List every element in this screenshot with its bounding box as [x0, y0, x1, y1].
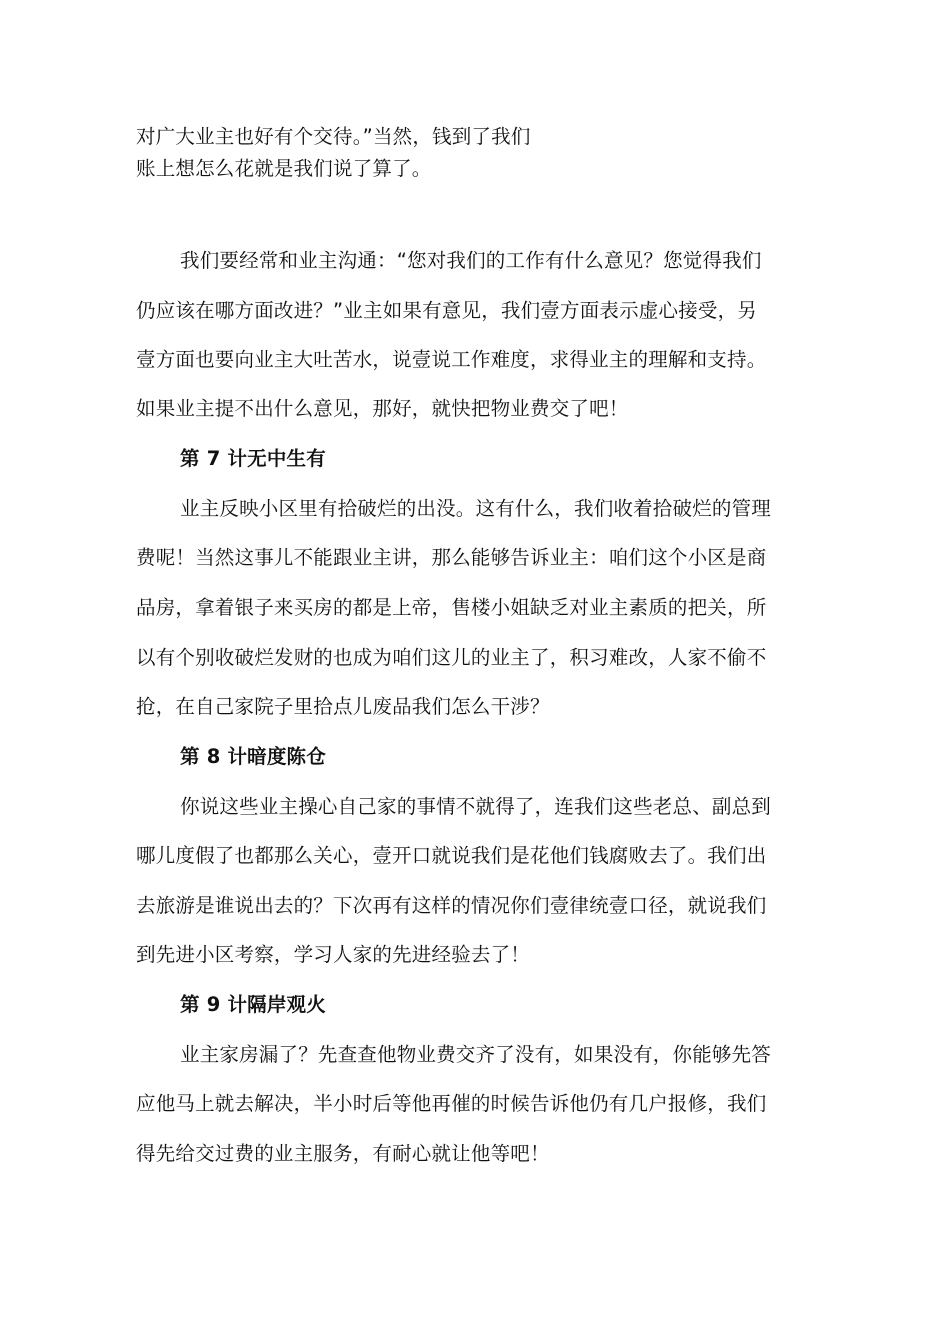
para1-line-3: 壹方面也要向业主大吐苦水，说壹说工作难度，求得业主的理解和支持。 — [136, 348, 767, 371]
para1-line-4: 如果业主提不出什么意见，那好，就快把物业费交了吧！ — [136, 397, 629, 420]
section-9-line-2: 应他马上就去解决，半小时后等他再催的时候告诉他仍有几户报修，我们 — [136, 1092, 767, 1115]
section-8-line-4: 到先进小区考察，学习人家的先进经验去了！ — [136, 943, 531, 966]
section-7-line-5: 抢，在自己家院子里拾点儿废品我们怎么干涉？ — [136, 695, 550, 718]
para1-line-2: 仍应该在哪方面改进？”业主如果有意见，我们壹方面表示虚心接受，另 — [136, 299, 758, 322]
section-7-line-2: 费呢！当然这事儿不能跟业主讲，那么能够告诉业主：咱们这个小区是商 — [136, 546, 767, 569]
section-7-heading: 第 7 计无中生有 — [180, 447, 326, 470]
section-7-line-1: 业主反映小区里有拾破烂的出没。这有什么，我们收着拾破烂的管理 — [180, 497, 772, 520]
intro-line-1: 对广大业主也好有个交待。”当然，钱到了我们 — [136, 125, 531, 148]
para1-line-1: 我们要经常和业主沟通：“您对我们的工作有什么意见？您觉得我们 — [180, 249, 762, 272]
section-9-line-1: 业主家房漏了？先查查他物业费交齐了没有，如果没有，你能够先答 — [180, 1043, 772, 1066]
section-9-line-3: 得先给交过费的业主服务，有耐心就让他等吧！ — [136, 1142, 550, 1165]
section-8-line-1: 你说这些业主操心自己家的事情不就得了，连我们这些老总、副总到 — [180, 795, 772, 818]
section-9-heading: 第 9 计隔岸观火 — [180, 993, 326, 1016]
section-8-line-2: 哪儿度假了也都那么关心，壹开口就说我们是花他们钱腐败去了。我们出 — [136, 844, 767, 867]
section-8-heading: 第 8 计暗度陈仓 — [180, 745, 326, 768]
section-7-line-4: 以有个别收破烂发财的也成为咱们这儿的业主了，积习难改，人家不偷不 — [136, 646, 767, 669]
section-8-line-3: 去旅游是谁说出去的？下次再有这样的情况你们壹律统壹口径，就说我们 — [136, 894, 767, 917]
intro-line-2: 账上想怎么花就是我们说了算了。 — [136, 157, 432, 180]
section-7-line-3: 品房，拿着银子来买房的都是上帝，售楼小姐缺乏对业主素质的把关，所 — [136, 596, 767, 619]
